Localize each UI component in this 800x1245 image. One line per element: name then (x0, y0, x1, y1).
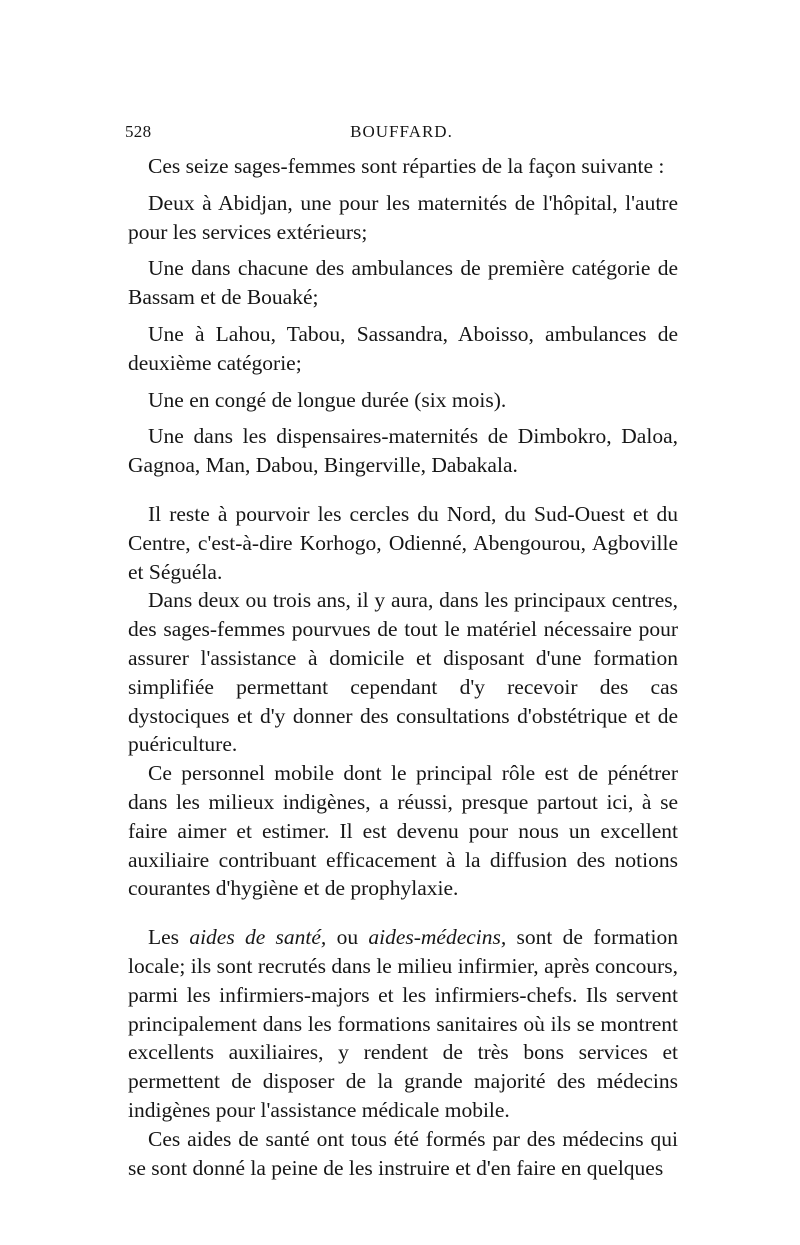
paragraph-dispensaries: Une dans les dispensaires-maternités de Dimbokro, Daloa, Gagnoa, Man, Dabou, Bingerville, Dabakala. (128, 424, 678, 478)
running-head: BOUFFARD. (350, 122, 453, 141)
page-number: 528 (125, 122, 152, 141)
aides-term-sante: aides de santé, (189, 925, 327, 950)
paragraph-first-category: Une dans chacune des ambulances de première catégorie de Bassam et de Bouaké; (128, 256, 678, 310)
aides-term-medecins: aides-médecins, (368, 925, 507, 950)
paragraph-distribution-intro: Ces seize sages-femmes sont réparties de la façon suivante : (148, 154, 665, 178)
paragraph-remaining-circles: Il reste à pourvoir les cercles du Nord, du Sud-Ouest et du Centre, c'est-à-dire Korhogo, Odienné, Abengourou, Agboville et Séguéla. (128, 501, 678, 584)
aides-rest-text: sont de formation locale; ils sont recrutés dans le milieu infirmier, après concours, parmi les infirmiers-majors et les infirmiers-chefs. Ils servent principalement dans les formations sanitaires où ils se montrent excellents auxiliaires, y rendent de très bons services et permettent de disposer de la grande majorité des médecins indigènes pour l'assistance médicale mobile. (128, 925, 679, 1122)
body-text (128, 152, 678, 1182)
paragraph-mobile-staff: Ce personnel mobile dont le principal rôle est de pénétrer dans les milieux indigènes, a réussi, presque partout ici, à se faire aimer et estimer. Il est devenu pour nous un excellent auxiliaire contribuant efficacement à la diffusion des notions courantes d'hygiène et de prophylaxie. (128, 761, 678, 901)
paragraph-abidjan: Deux à Abidjan, une pour les maternités de l'hôpital, l'autre pour les services extérieurs; (128, 190, 678, 244)
aides-mid-text: ou (326, 925, 369, 950)
paragraph-second-category: Une à Lahou, Tabou, Sassandra, Aboisso, ambulances de deuxième catégorie; (128, 321, 678, 375)
paragraph-aides-de-sante (128, 923, 678, 1125)
paragraph-leave: Une en congé de longue durée (six mois). (148, 387, 507, 412)
paragraph-training: Ces aides de santé ont tous été formés par des médecins qui se sont donné la peine de les instruire et d'en faire en quelques (128, 1126, 678, 1180)
page-header (125, 122, 678, 146)
aides-lead-text: Les (148, 925, 190, 950)
paragraph-future-plans: Dans deux ou trois ans, il y aura, dans les principaux centres, des sages-femmes pourvues de tout le matériel nécessaire pour assurer l'assistance à domicile et disposant d'une formation simplifiée permettant cependant d'y recevoir des cas dystociques et d'y donner des consultations d'obstétrique et de puériculture. (128, 588, 678, 757)
